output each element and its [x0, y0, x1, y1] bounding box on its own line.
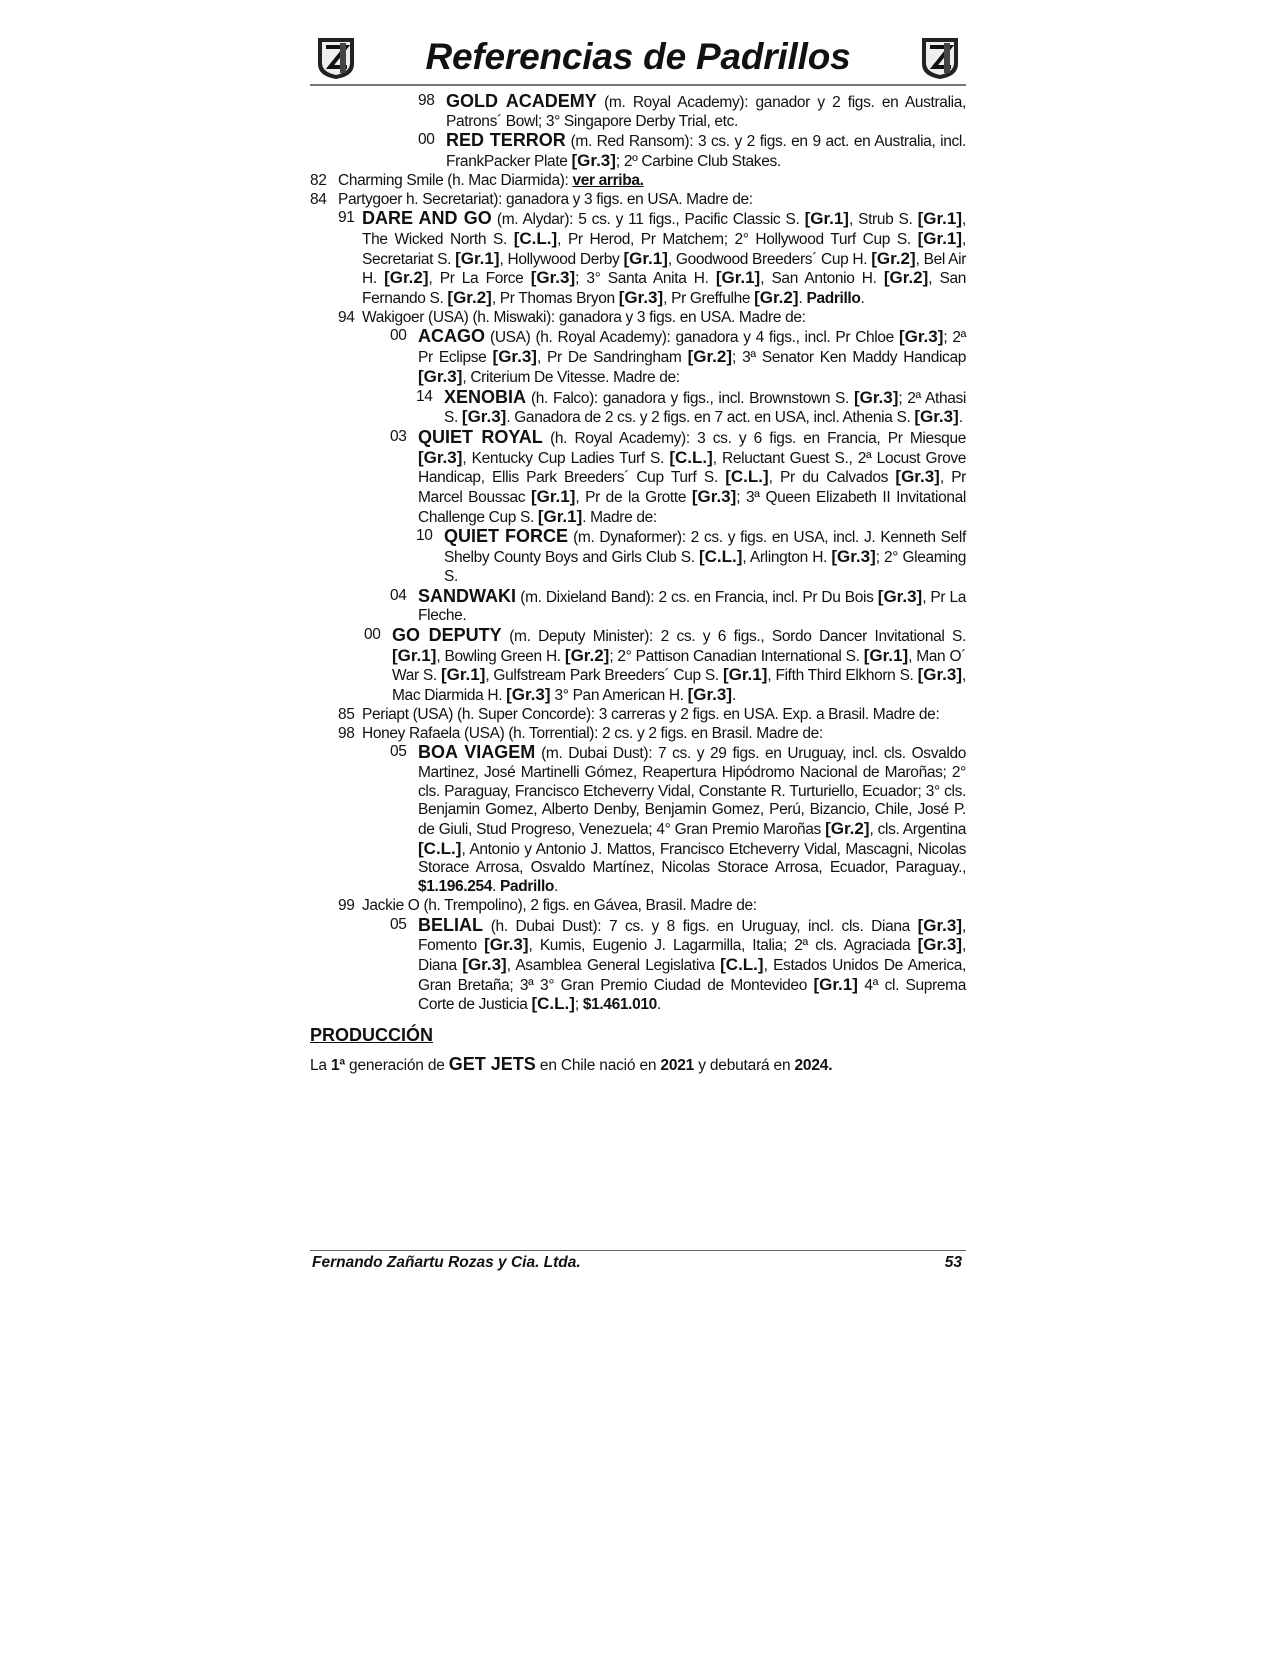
- grade-label: [Gr.3]: [618, 288, 664, 308]
- pedigree-entry: 00 RED TERROR (m. Red Ransom): 3 cs. y 2 figs. en 9 act. en Australia, incl. FrankPacker Plate [Gr.3]; 2º Carbine Club Stakes.: [418, 130, 966, 171]
- grade-label: [C.L.]: [720, 954, 764, 974]
- ver-arriba-link[interactable]: ver arriba.: [572, 171, 644, 189]
- grade-label: [C.L.]: [698, 547, 743, 567]
- entry-year: 84: [310, 190, 327, 208]
- pedigree-entry: 10 QUIET FORCE (m. Dynaformer): 2 cs. y figs. en USA, incl. J. Kenneth Self Shelby County Boys and Girls Club S. [C.L.], Arlington H. [Gr.3]; 2° Gleaming S.: [416, 526, 966, 585]
- grade-label: [Gr.3]: [462, 954, 507, 974]
- grade-label: [Gr.3]: [418, 447, 463, 467]
- horse-name: BELIAL: [418, 914, 483, 935]
- grade-label: [Gr.2]: [384, 268, 429, 288]
- pedigree-entry: 00 ACAGO (USA) (h. Royal Academy): ganadora y 4 figs., incl. Pr Chloe [Gr.3]; 2ª Pr Eclipse [Gr.3], Pr De Sandringham [Gr.2]; 3ª Senator Ken Maddy Handicap [Gr.3], Criterium De Vitesse. Madre de:: [390, 326, 967, 386]
- grade-label: [Gr.2]: [883, 268, 929, 288]
- horse-name: SANDWAKI: [418, 585, 516, 606]
- grade-label: [Gr.3]: [831, 547, 876, 567]
- grade-label: [Gr.2]: [825, 819, 870, 839]
- horse-name: DARE AND GO: [362, 208, 492, 229]
- grade-label: [Gr.1]: [715, 268, 761, 288]
- header-rule: [310, 84, 966, 86]
- pedigree-entries: [310, 92, 966, 1015]
- grade-label: [Gr.3]: [492, 347, 537, 367]
- horse-name: GOLD ACADEMY: [446, 91, 597, 111]
- grade-label: [Gr.1]: [440, 665, 486, 685]
- pedigree-entry: 03 QUIET ROYAL (h. Royal Academy): 3 cs. y 6 figs. en Francia, Pr Miesque [Gr.3], Kentucky Cup Ladies Turf S. [C.L.], Reluctant Guest S., 2ª Locust Grove Handicap, Ellis Park Breeders´ Cup Turf S. [C.L.], Pr du Calvados [Gr.3], Pr Marcel Boussac [Gr.1], Pr de la Grotte [Gr.3]; 3ª Queen Elizabeth II Invitational Challenge Cup S. [Gr.1]. Madre de:: [390, 426, 967, 526]
- grade-label: [Gr.2]: [687, 347, 733, 367]
- pedigree-entry: 98 Honey Rafaela (USA) (h. Torrential): 2 cs. y 2 figs. en Brasil. Madre de:: [338, 724, 823, 742]
- pedigree-entry: 82 Charming Smile (h. Mac Diarmida): ver arriba.: [310, 171, 644, 189]
- pedigree-entry: 04 SANDWAKI (m. Dixieland Band): 2 cs. en Francia, incl. Pr Du Bois [Gr.3], Pr La Fleche.: [390, 585, 966, 625]
- grade-label: [Gr.3]: [687, 685, 732, 705]
- grade-label: [Gr.3]: [917, 915, 963, 935]
- page-title: Referencias de Padrillos: [425, 36, 851, 77]
- entry-year: 03: [390, 427, 407, 445]
- grade-label: [Gr.3]: [418, 366, 463, 386]
- entry-year: 00: [364, 625, 381, 643]
- pedigree-entry: 05 BELIAL (h. Dubai Dust): 7 cs. y 8 figs. en Uruguay, incl. cls. Diana [Gr.3], Fomento [Gr.3], Kumis, Eugenio J. Lagarmilla, Italia; 2ª cls. Agraciada [Gr.3], Diana [Gr.3], Asamblea General Legislativa [C.L.], Estados Unidos De America, Gran Bretaña; 3ª 3° Gran Premio Ciudad de Montevideo [Gr.1] 4ª cl. Suprema Corte de Justicia [C.L.]; $1.461.010.: [390, 914, 966, 1014]
- grade-label: [Gr.1]: [392, 645, 437, 665]
- horse-name: GET JETS: [448, 1054, 536, 1075]
- grade-label: [Gr.1]: [804, 209, 849, 229]
- page-header: [310, 32, 966, 84]
- grade-label: [Gr.2]: [754, 288, 799, 308]
- entry-year: 14: [416, 387, 433, 405]
- grade-label: [C.L.]: [513, 228, 558, 248]
- pedigree-entry: 05 BOA VIAGEM (m. Dubai Dust): 7 cs. y 29 figs. en Uruguay, incl. cls. Osvaldo Martinez, José Martinelli Gómez, Reapertura Hipódromo Nacional de Maroñas; 2° cls. Paraguay, Francisco Etcheverry Vidal, Constante R. Turturiello, Ecuador; 3° cls. Benjamin Gomez, Alberto Denby, Benjamin Gomez, Perú, Bizancio, Chile, José P. de Giuli, Stud Progreso, Venezuela; 4° Gran Premio Maroñas [Gr.2], cls. Argentina [C.L.], Antonio y Antonio J. Mattos, Francisco Etcheverry Vidal, Mascagni, Nicolas Storace Arrosa, Osvaldo Martínez, Nicolas Storace Arrosa, Ecuador, Paraguay., $1.196.254. Padrillo.: [390, 742, 966, 896]
- entry-year: 91: [338, 209, 355, 227]
- stud-logo-icon: [918, 34, 962, 80]
- pedigree-entry: 99 Jackie O (h. Trempolino), 2 figs. en Gávea, Brasil. Madre de:: [338, 896, 757, 914]
- entry-year: 04: [390, 586, 407, 604]
- horse-name: BOA VIAGEM: [418, 742, 536, 763]
- pedigree-entry: 14 XENOBIA (h. Falco): ganadora y figs., incl. Brownstown S. [Gr.3]; 2ª Athasi S. [Gr.3]. Ganadora de 2 cs. y 2 figs. en 7 act. en USA, incl. Athenia S. [Gr.3].: [416, 386, 966, 427]
- horse-name: QUIET ROYAL: [418, 426, 543, 447]
- entry-year: 98: [418, 92, 435, 109]
- grade-label: [Gr.3]: [461, 407, 507, 427]
- grade-label: [Gr.2]: [564, 645, 610, 665]
- grade-label: [Gr.1]: [455, 248, 500, 268]
- pedigree-entry: 94 Wakigoer (USA) (h. Miswaki): ganadora y 3 figs. en USA. Madre de:: [338, 308, 806, 326]
- pedigree-entry: 00 GO DEPUTY (m. Deputy Minister): 2 cs. y 6 figs., Sordo Dancer Invitational S. [Gr.1], Bowling Green H. [Gr.2]; 2° Pattison Canadian International S. [Gr.1], Man O´ War S. [Gr.1], Gulfstream Park Breeders´ Cup S. [Gr.1], Fifth Third Elkhorn S. [Gr.3], Mac Diarmida H. [Gr.3] 3° Pan American H. [Gr.3].: [364, 624, 966, 705]
- grade-label: [C.L.]: [669, 447, 713, 467]
- footer-rule: [310, 1250, 966, 1251]
- production-text: La 1ª generación de GET JETS en Chile nació en 2021 y debutará en 2024.: [310, 1054, 833, 1075]
- horse-name: GO DEPUTY: [392, 624, 502, 645]
- grade-label: [Gr.1]: [813, 974, 858, 994]
- entry-year: 99: [338, 896, 355, 914]
- pedigree-entry: 91 DARE AND GO (m. Alydar): 5 cs. y 11 figs., Pacific Classic S. [Gr.1], Strub S. [Gr.1], The Wicked North S. [C.L.], Pr Herod, Pr Matchem; 2° Hollywood Turf Cup S. [Gr.1], Secretariat S. [Gr.1], Hollywood Derby [Gr.1], Goodwood Breeders´ Cup H. [Gr.2], Bel Air H. [Gr.2], Pr La Force [Gr.3]; 3° Santa Anita H. [Gr.1], San Antonio H. [Gr.2], San Fernando S. [Gr.2], Pr Thomas Bryon [Gr.3], Pr Greffulhe [Gr.2]. Padrillo.: [338, 208, 967, 308]
- earnings: $1.461.010: [582, 996, 657, 1014]
- grade-label: [Gr.1]: [722, 665, 768, 685]
- grade-label: [Gr.2]: [447, 288, 492, 308]
- grade-label: [Gr.1]: [917, 209, 963, 229]
- grade-label: [Gr.1]: [917, 228, 963, 248]
- grade-label: [Gr.3]: [895, 467, 940, 487]
- entry-year: 00: [390, 327, 407, 345]
- grade-label: [Gr.1]: [863, 645, 909, 665]
- pedigree-entry: 98 GOLD ACADEMY (m. Royal Academy): ganador y 2 figs. en Australia, Patrons´ Bowl; 3° Singapore Derby Trial, etc.: [418, 91, 966, 130]
- footer-company: Fernando Zañartu Rozas y Cia. Ltda.: [312, 1254, 581, 1271]
- page-footer: [312, 1254, 964, 1272]
- grade-label: [Gr.3]: [853, 387, 899, 407]
- grade-label: [Gr.3]: [530, 268, 576, 288]
- pedigree-entry: 84 Partygoer h. Secretariat): ganadora y 3 figs. en USA. Madre de:: [310, 190, 753, 208]
- stallion-label: Padrillo: [806, 290, 861, 308]
- grade-label: [Gr.3]: [917, 935, 963, 955]
- entry-year: 10: [416, 527, 433, 545]
- grade-label: [Gr.3]: [877, 586, 923, 606]
- stallion-label: Padrillo: [500, 878, 555, 896]
- horse-name: RED TERROR: [446, 130, 566, 151]
- grade-label: [Gr.1]: [537, 506, 583, 526]
- horse-name: QUIET FORCE: [444, 526, 569, 547]
- grade-label: [C.L.]: [725, 467, 769, 487]
- grade-label: [Gr.3]: [571, 151, 616, 171]
- grade-label: [Gr.3]: [691, 487, 737, 507]
- grade-label: [Gr.3]: [898, 327, 944, 347]
- grade-label: [Gr.2]: [871, 248, 916, 268]
- entry-year: 00: [418, 131, 435, 149]
- grade-label: [Gr.3]: [484, 935, 529, 955]
- grade-label: [Gr.1]: [530, 487, 576, 507]
- document-page: [310, 32, 966, 1075]
- entry-year: 85: [338, 705, 355, 723]
- production-heading: PRODUCCIÓN: [310, 1025, 434, 1046]
- horse-name: ACAGO: [418, 326, 485, 347]
- earnings: $1.196.254: [418, 878, 493, 896]
- grade-label: [Gr.1]: [623, 248, 668, 268]
- entry-year: 82: [310, 171, 327, 189]
- grade-label: [Gr.3]: [917, 665, 963, 685]
- grade-label: [Gr.3]: [914, 407, 959, 427]
- grade-label: [C.L.]: [531, 994, 575, 1014]
- page-number: 53: [944, 1254, 962, 1271]
- horse-name: XENOBIA: [444, 386, 527, 407]
- entry-year: 05: [390, 915, 407, 933]
- grade-label: [C.L.]: [418, 838, 462, 858]
- entry-year: 98: [338, 724, 355, 742]
- entry-year: 05: [390, 743, 407, 761]
- pedigree-entry: 85 Periapt (USA) (h. Super Concorde): 3 carreras y 2 figs. en USA. Exp. a Brasil. Madre de:: [338, 705, 940, 723]
- grade-label: [Gr.3]: [506, 685, 551, 705]
- entry-year: 94: [338, 308, 355, 326]
